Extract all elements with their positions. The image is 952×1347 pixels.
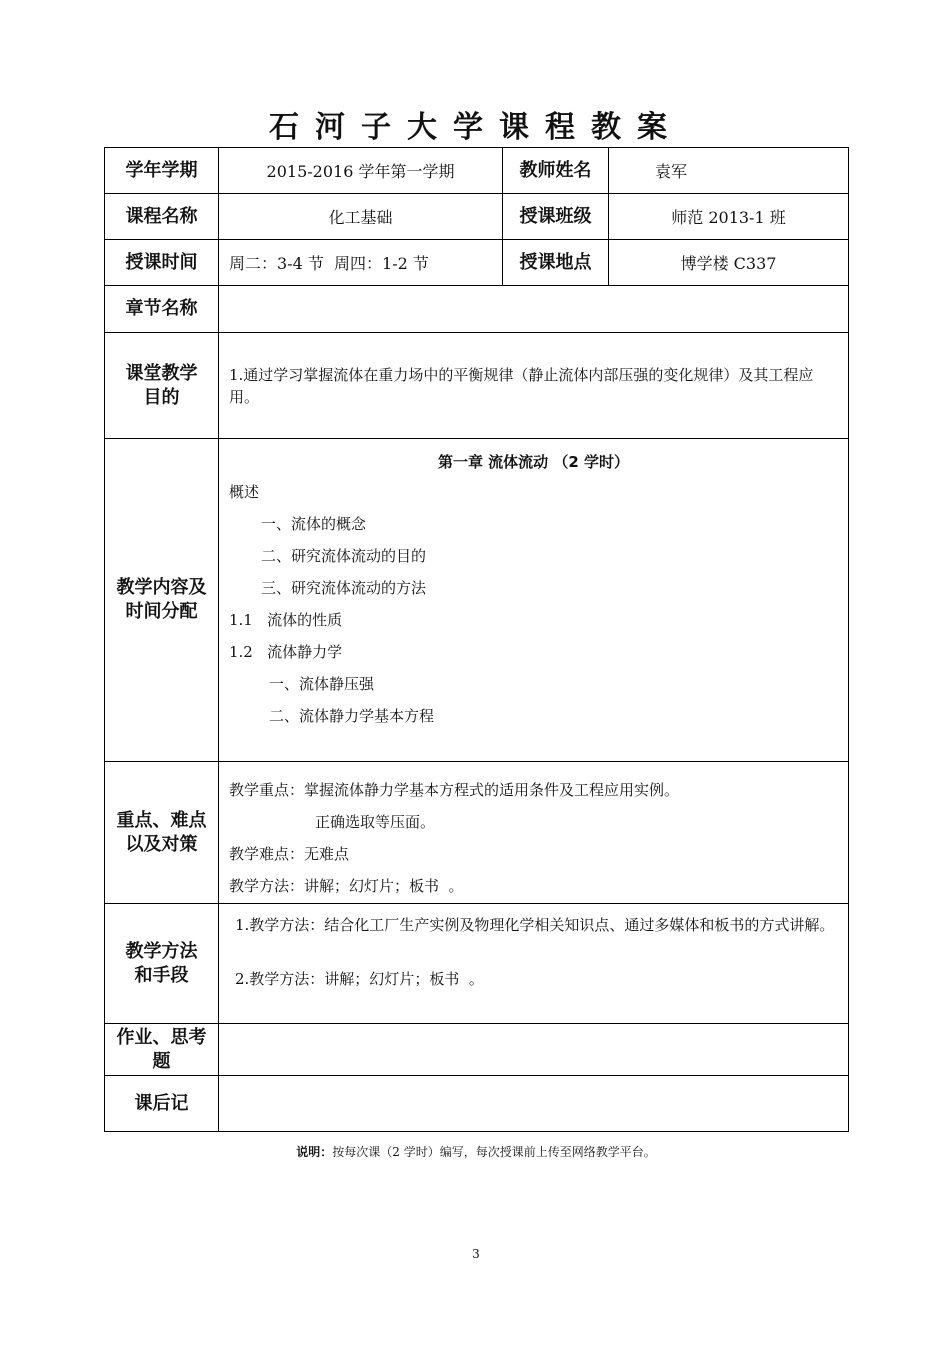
- content-line: 二、流体静力学基本方程: [269, 707, 435, 725]
- teacher-label: 教师姓名: [503, 148, 609, 194]
- semester-label: 学年学期: [105, 148, 219, 194]
- keypoints-label: 重点、难点以及对策: [105, 762, 219, 904]
- row-objective: [105, 333, 849, 439]
- note-bold: 说明：: [296, 1145, 333, 1159]
- afterclass-value: [219, 1076, 849, 1132]
- content-line: 一、流体的概念: [261, 515, 367, 533]
- document-title: 石河子大学课程教案: [269, 110, 683, 145]
- course-value: 化工基础: [219, 194, 503, 240]
- objective-label: 课堂教学目的: [105, 333, 219, 439]
- footer-note: [0, 1143, 952, 1160]
- teacher-value: 袁军: [609, 148, 849, 194]
- keypoint-line: 教学重点：掌握流体静力学基本方程式的适用条件及工程应用实例。: [229, 781, 680, 799]
- content-line: 1.2 流体静力学: [229, 643, 343, 661]
- methods-label: 教学方法和手段: [105, 904, 219, 1024]
- chapter-label: 章节名称: [105, 286, 219, 333]
- time-value: 周二：3-4 节 周四：1-2 节: [219, 240, 503, 286]
- methods-cell: [219, 904, 849, 1024]
- homework-value: [219, 1024, 849, 1076]
- objective-value: 1.通过学习掌握流体在重力场中的平衡规律（静止流体内部压强的变化规律）及其工程应用。: [219, 333, 849, 439]
- row-semester: [105, 148, 849, 194]
- keypoint-line: 正确选取等压面。: [315, 813, 436, 831]
- course-label: 课程名称: [105, 194, 219, 240]
- chapter-heading: 第一章 流体流动 （2 学时）: [437, 453, 630, 471]
- keypoint-line: 教学方法：讲解；幻灯片；板书 。: [229, 877, 464, 895]
- content-line: 三、研究流体流动的方法: [261, 579, 427, 597]
- class-label: 授课班级: [503, 194, 609, 240]
- note-text: 按每次课（2 学时）编写，每次授课前上传至网络教学平台。: [332, 1145, 656, 1159]
- semester-value: 2015-2016 学年第一学期: [219, 148, 503, 194]
- location-value: 博学楼 C337: [609, 240, 849, 286]
- row-time: [105, 240, 849, 286]
- chapter-value: [219, 286, 849, 333]
- time-label: 授课时间: [105, 240, 219, 286]
- keypoint-line: 教学难点：无难点: [229, 845, 350, 863]
- homework-label: 作业、思考题: [105, 1024, 219, 1076]
- content-line: 一、流体静压强: [269, 675, 375, 693]
- row-chapter: [105, 286, 849, 333]
- row-afterclass: [105, 1076, 849, 1132]
- lesson-plan-table: [104, 147, 849, 1132]
- row-content: [105, 439, 849, 762]
- row-homework: [105, 1024, 849, 1076]
- class-value: 师范 2013-1 班: [609, 194, 849, 240]
- content-line: 二、研究流体流动的目的: [261, 547, 427, 565]
- content-line: 1.1 流体的性质: [229, 611, 343, 629]
- content-line: 概述: [229, 483, 260, 501]
- method-item: 1.教学方法：结合化工厂生产实例及物理化学相关知识点、通过多媒体和板书的方式讲解。: [235, 916, 835, 934]
- content-label: 教学内容及时间分配: [105, 439, 219, 762]
- row-keypoints: [105, 762, 849, 904]
- afterclass-label: 课后记: [105, 1076, 219, 1132]
- keypoints-cell: [219, 762, 849, 904]
- content-cell: [219, 439, 849, 762]
- row-methods: [105, 904, 849, 1024]
- page-number: 3: [472, 1247, 480, 1261]
- row-course: [105, 194, 849, 240]
- location-label: 授课地点: [503, 240, 609, 286]
- method-item: 2.教学方法：讲解；幻灯片；板书 。: [235, 970, 484, 988]
